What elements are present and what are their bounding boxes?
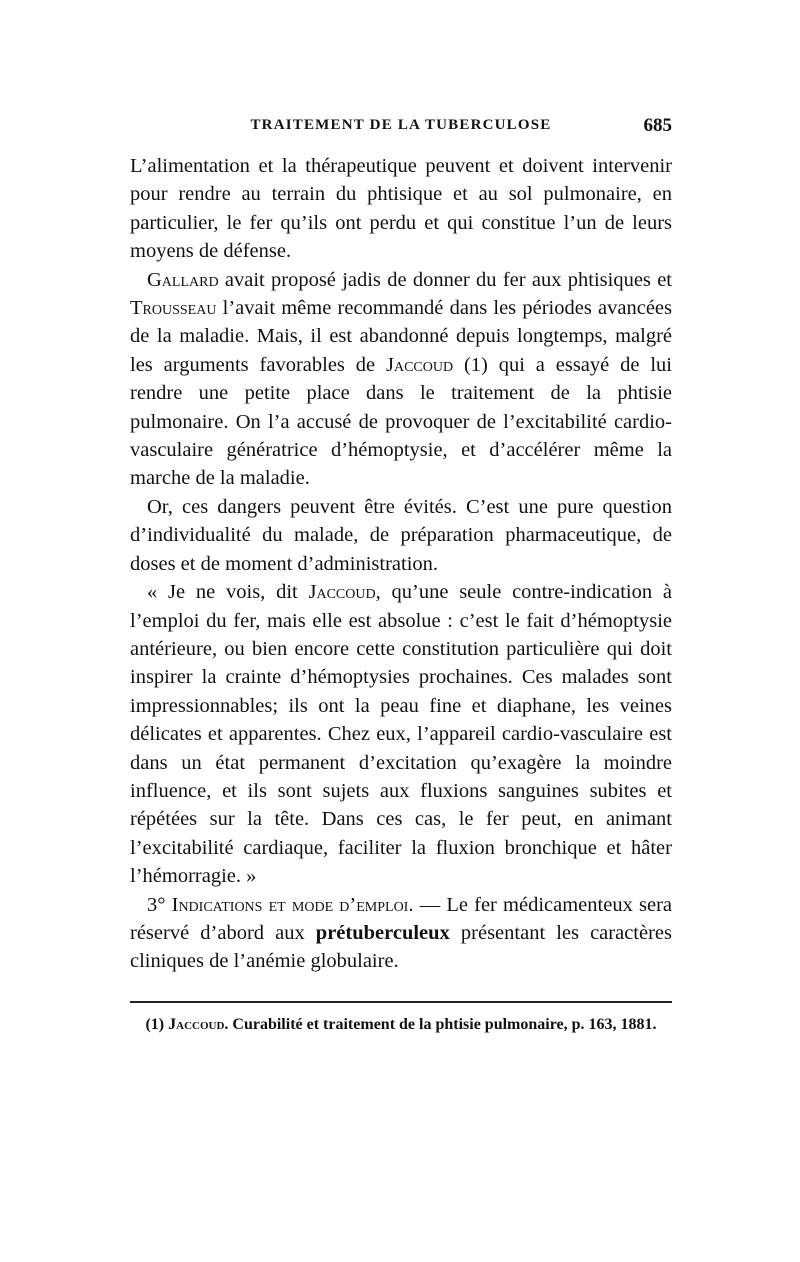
paragraph-1 xyxy=(130,152,672,266)
paragraph-text: Or, ces dangers peuvent être évités. C’est une pure question d’individualité du malade, de préparation pharmaceutique, de doses et de moment d’administration. xyxy=(130,495,672,575)
footnote-author: Jaccoud xyxy=(168,1016,225,1033)
paragraph-text: « Je ne vois, dit xyxy=(147,581,309,604)
book-page xyxy=(130,0,672,1262)
paragraph-text: L’alimentation et la thérapeutique peuvent et doivent intervenir pour rendre au terrain du phtisique et au sol pulmonaire, en particulier, le fer qu’ils ont perdu et qui constitue l’un de leurs moyens de défense. xyxy=(130,155,672,263)
paragraph-text: avait proposé jadis de donner du fer aux phtisiques et xyxy=(218,268,672,291)
footnote-marker: (1) xyxy=(145,1016,169,1033)
author-name: Gallard xyxy=(147,268,219,291)
author-name: Jaccoud xyxy=(385,353,454,376)
section-heading: Indications et mode d’emploi. xyxy=(171,893,414,916)
author-name: Jaccoud xyxy=(308,581,376,604)
body-text xyxy=(130,152,672,976)
paragraph-text: — Le fer médicamenteux sera réservé d’abord aux xyxy=(130,893,673,944)
footnote xyxy=(130,1014,672,1036)
running-head xyxy=(130,117,672,141)
emphasis-term: prétuberculeux xyxy=(315,921,450,944)
running-title: TRAITEMENT DE LA TUBERCULOSE xyxy=(250,117,552,133)
paragraph-4-quotation xyxy=(130,578,672,890)
page-number: 685 xyxy=(643,115,672,136)
paragraph-text: , qu’une seule contre-indication à l’emploi du fer, mais elle est absolue : c’est le fait d’hémoptysie antérieure, ou bien encore cette constitution particulière qui doit inspirer la crainte d’hémoptysies prochaines. Ces malades sont impressionnables; ils ont la peau fine et diaphane, les veines délicates et apparentes. Chez eux, l’appareil cardio-vasculaire est dans un état permanent d’excitation qu’exagère la moindre influence, et ils sont sujets aux fluxions sanguines subites et répétées sur la tête. Dans ces cas, le fer peut, en animant l’excitabilité cardiaque, faciliter la fluxion bronchique et hâter l’hémorragie. » xyxy=(130,581,672,888)
paragraph-5-section xyxy=(130,891,672,976)
author-name: Trousseau xyxy=(130,297,217,320)
paragraph-text: présentant les caractères cliniques de l’anémie globulaire. xyxy=(130,921,673,973)
paragraph-text: (1) qui a essayé de lui rendre une petite place dans le traitement de la phtisie pulmonaire. On l’a accusé de provoquer de l’excitabilité cardio-vasculaire génératrice d’hémoptysie, et d’accélérer même la marche de la maladie. xyxy=(130,353,672,490)
footnote-text: . Curabilité et traitement de la phtisie pulmonaire, p. 163, 1881. xyxy=(224,1016,657,1033)
footnote-rule xyxy=(130,1001,672,1003)
paragraph-3 xyxy=(130,493,672,578)
paragraph-text: l’avait même recommandé dans les périodes avancées de la maladie. Mais, il est abandonné depuis longtemps, malgré les arguments favorables de xyxy=(130,297,672,376)
paragraph-2 xyxy=(130,266,672,493)
section-number: 3° xyxy=(147,893,172,916)
